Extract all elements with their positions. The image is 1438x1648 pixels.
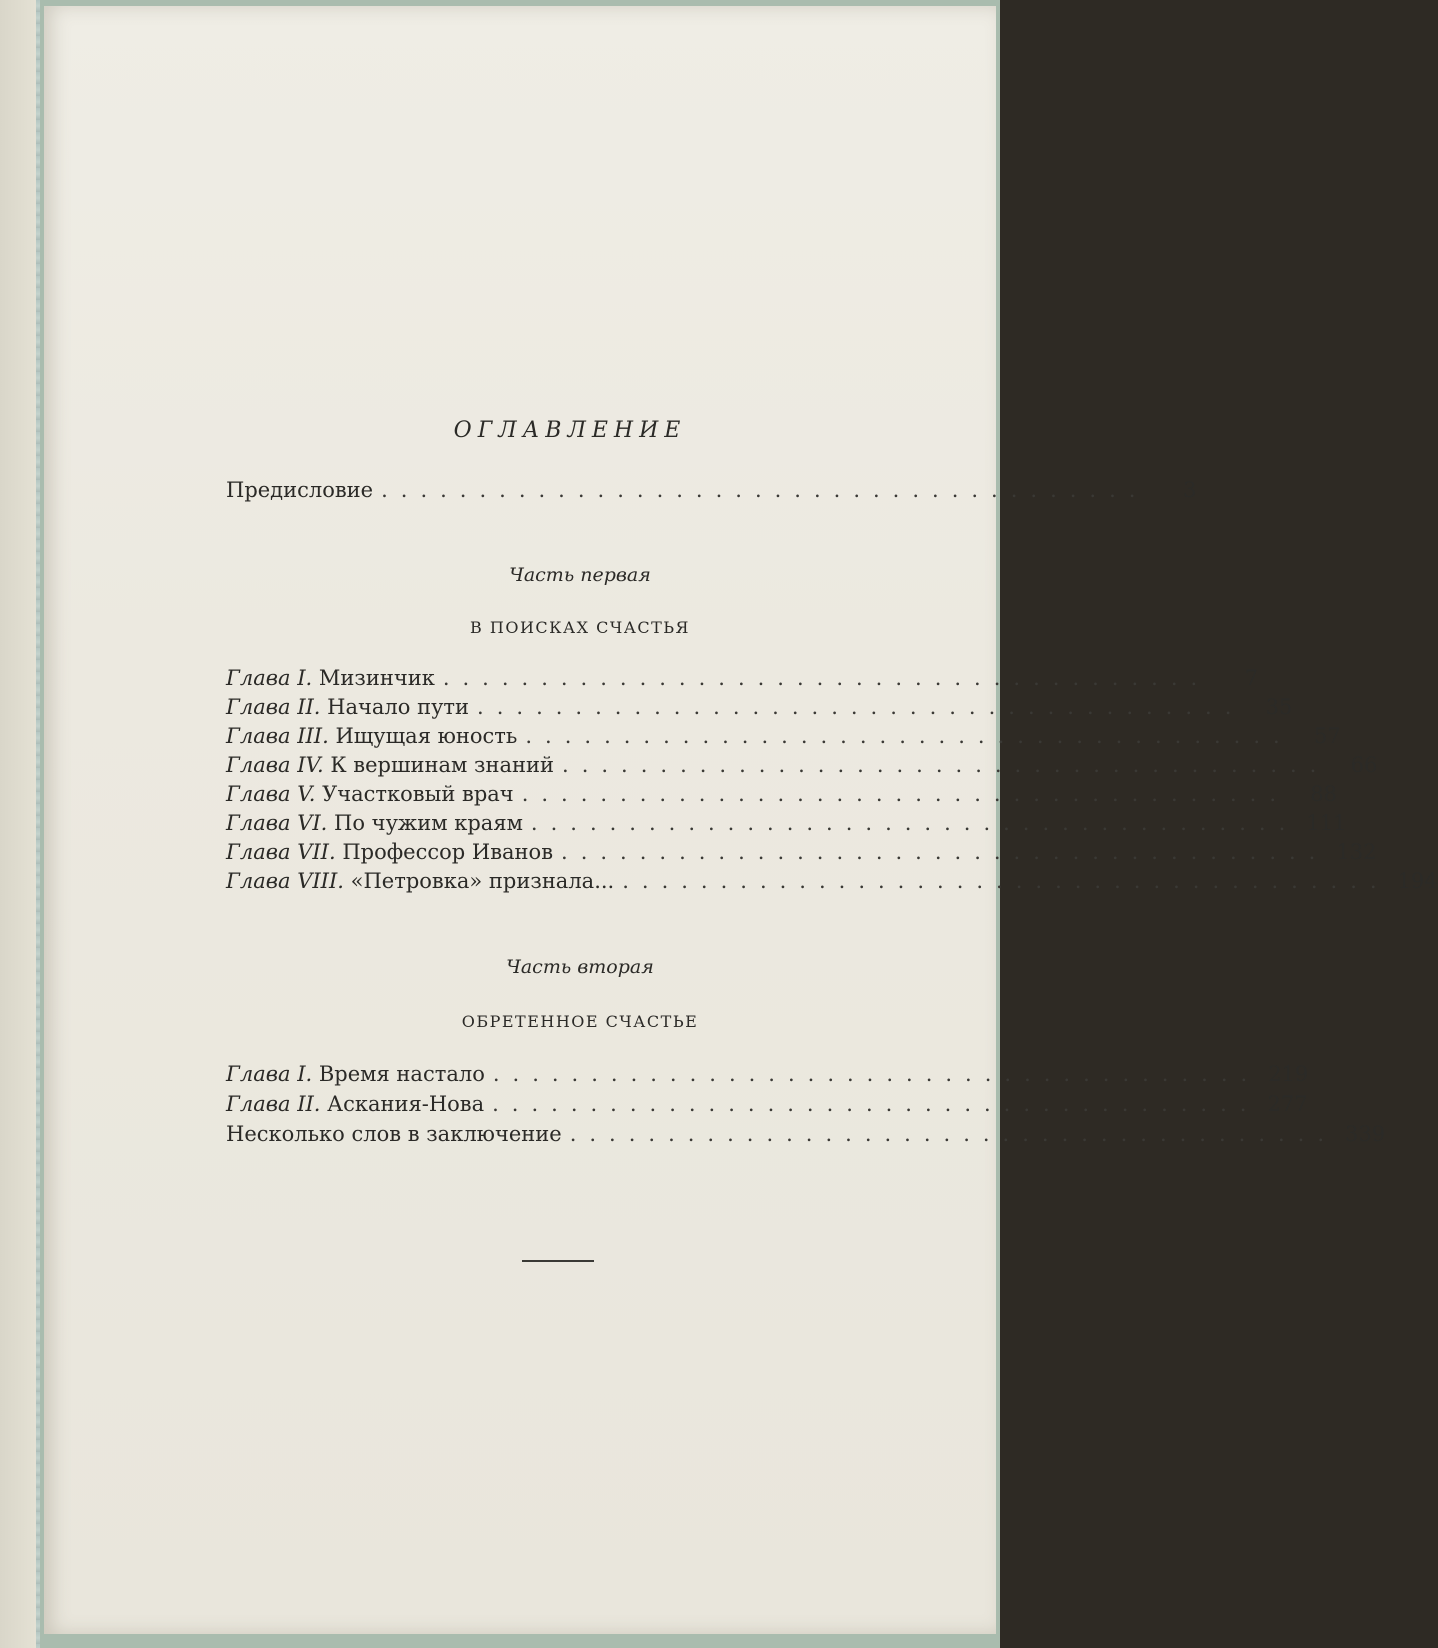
toc-entry: [226, 840, 1377, 870]
chapter-title: Время настало: [318, 1062, 485, 1086]
toc-entry: [226, 695, 1293, 725]
entry-page: 35: [1265, 695, 1293, 719]
dot-leader: .......................................: [525, 724, 1293, 748]
dot-leader: .......................................: [442, 666, 1211, 690]
entry-label: [226, 811, 523, 835]
part-heading-2: Часть вторая: [506, 956, 654, 978]
part-subtitle-2: ОБРЕТЕННОЕ СЧАСТЬЕ: [461, 1012, 699, 1031]
chapter-prefix: Глава VI.: [226, 811, 328, 835]
toc-entry-preface: [226, 478, 1197, 508]
chapter-prefix: Глава II.: [226, 1092, 321, 1116]
entry-label: Несколько слов в заключение: [226, 1122, 562, 1146]
entry-label: [226, 666, 435, 690]
chapter-prefix: Глава III.: [226, 724, 329, 748]
entry-label: [226, 695, 469, 719]
dot-leader: .......................................: [492, 1092, 1260, 1116]
toc-entry: [226, 666, 1259, 696]
entry-label: [226, 724, 517, 748]
closing-rule: [522, 1260, 594, 1262]
entry-label: [226, 869, 614, 893]
entry-page: 132: [1336, 840, 1377, 864]
entry-page: 3: [1183, 478, 1197, 502]
dot-leader: .......................................: [477, 695, 1245, 719]
chapter-prefix: Глава IV.: [226, 753, 324, 777]
dot-leader: .......................................: [381, 478, 1149, 502]
toc-entry: [226, 869, 1438, 899]
entry-page: 277: [1267, 1092, 1308, 1116]
entry-page: 339: [1345, 1122, 1386, 1146]
chapter-prefix: Глава VII.: [226, 840, 336, 864]
entry-page: 57: [1313, 724, 1341, 748]
entry-label: [226, 782, 514, 806]
toc-entry: [226, 1092, 1308, 1122]
entry-label: [226, 1062, 485, 1086]
toc-entry: [226, 753, 1378, 783]
toc-entry: [226, 811, 1347, 841]
dot-leader: .......................................: [622, 869, 1390, 893]
chapter-title: Профессор Иванов: [342, 840, 554, 864]
entry-page: 111: [1306, 811, 1347, 835]
chapter-title: Начало пути: [327, 695, 470, 719]
entry-label: [226, 1092, 484, 1116]
dot-leader: .......................................: [530, 811, 1299, 835]
dot-leader: .......................................: [561, 840, 1329, 864]
entry-label: [226, 753, 554, 777]
toc-entry-conclusion: [226, 1122, 1386, 1152]
contents-page: [44, 6, 1438, 1634]
page-title: ОГЛАВЛЕНИЕ: [453, 418, 687, 443]
entry-page: 88: [1310, 782, 1338, 806]
dot-leader: .......................................: [521, 782, 1290, 806]
chapter-title: Ищущая юность: [335, 724, 518, 748]
entry-page: 219: [1268, 1062, 1309, 1086]
part-heading-1: Часть первая: [509, 564, 651, 586]
part-subtitle-1: В ПОИСКАХ СЧАСТЬЯ: [470, 618, 690, 637]
entry-label: Предисловие: [226, 478, 374, 502]
toc-entry: [226, 724, 1341, 754]
entry-label: [226, 840, 553, 864]
entry-page: 7: [1244, 666, 1259, 690]
chapter-title: К вершинам знаний: [330, 753, 555, 777]
chapter-title: Участковый врач: [322, 782, 514, 806]
chapter-title: «Петровка» признала...: [350, 869, 615, 893]
chapter-prefix: Глава I.: [226, 666, 313, 690]
entry-page: 66: [1350, 753, 1378, 777]
chapter-prefix: Глава V.: [226, 782, 316, 806]
chapter-title: По чужим краям: [334, 811, 523, 835]
dot-leader: .......................................: [562, 753, 1330, 777]
chapter-prefix: Глава II.: [226, 695, 321, 719]
chapter-title: Мизинчик: [318, 666, 435, 690]
chapter-prefix: Глава I.: [226, 1062, 313, 1086]
toc-entry: [226, 1062, 1309, 1092]
chapter-prefix: Глава VIII.: [226, 869, 344, 893]
dot-leader: .......................................: [569, 1122, 1338, 1146]
toc-entry: [226, 782, 1338, 812]
chapter-title: Аскания-Нова: [327, 1092, 485, 1116]
entry-page: 194: [1397, 869, 1438, 893]
dot-leader: .......................................: [492, 1062, 1261, 1086]
